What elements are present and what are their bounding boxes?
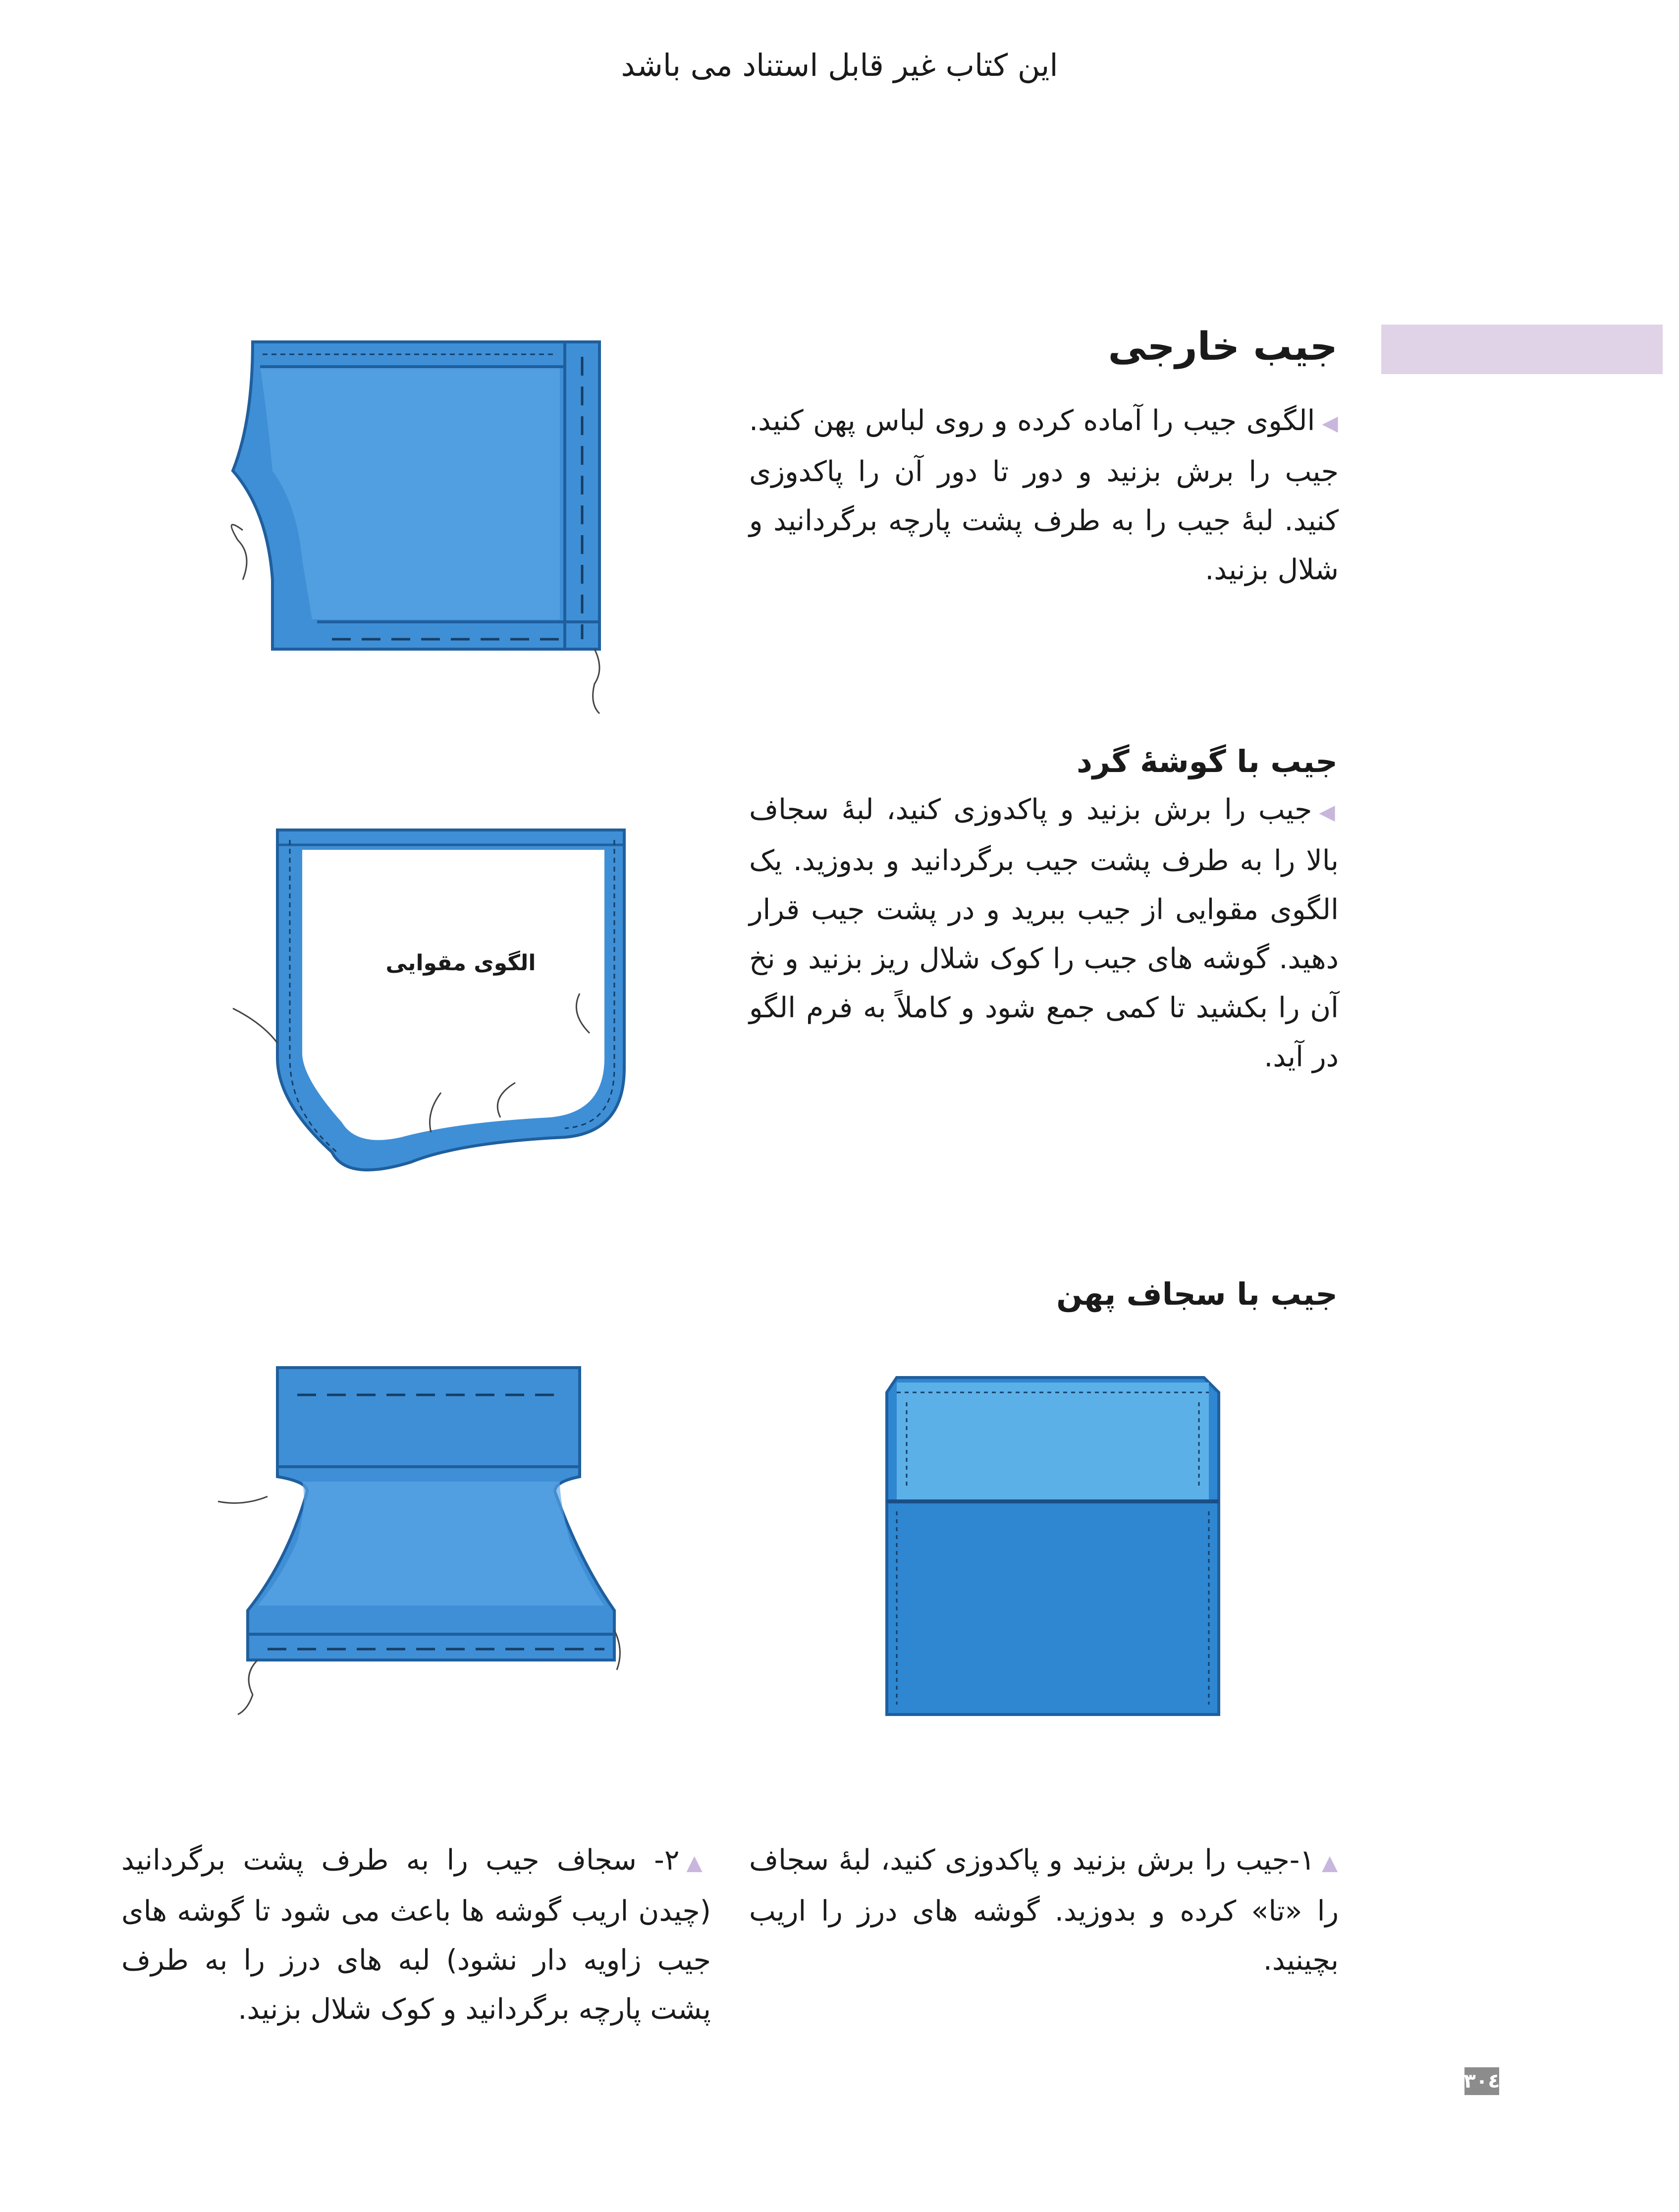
section-text-rounded-pocket: [749, 785, 1339, 1082]
paragraph-text: ۱-جیب را برش بزنید و پاکدوزی کنید، لبهٔ سجاف را «تا» کرده و بدوزید. گوشه های درز را اریب بچینید.: [749, 1844, 1339, 1977]
paragraph-text: الگوی جیب را آماده کرده و روی لباس پهن کنید. جیب را برش بزنید و دور تا دور آن را پاکدوزی کنید. لبهٔ جیب را به طرف پشت پارچه برگردانید و شلال بزنید.: [749, 404, 1339, 586]
step1-text: [749, 1836, 1339, 1985]
triangle-bullet-icon: ▲: [1322, 1850, 1339, 1875]
header-note: این کتاب غیر قابل استناد می باشد: [621, 47, 1058, 83]
triangle-bullet-icon: ▲: [686, 1850, 711, 1875]
triangle-bullet-icon: ◀: [1322, 411, 1339, 435]
section-title-wide-facing-pocket: جیب با سجاف پهن: [1056, 1276, 1338, 1312]
section-text-external-pocket: [749, 396, 1339, 595]
wide-facing-step2-figure: [213, 1353, 634, 1724]
external-pocket-figure: [213, 322, 624, 719]
wide-facing-step1-figure: [867, 1373, 1234, 1719]
page-number: ۳۰٤: [1464, 2067, 1499, 2095]
triangle-bullet-icon: ◀: [1319, 800, 1339, 824]
cardboard-template-label: الگوی مقوایی: [385, 950, 536, 976]
section-title-rounded-pocket: جیب با گوشهٔ گرد: [1077, 743, 1338, 779]
step2-text: [121, 1836, 711, 2034]
section-accent-bar: [1381, 325, 1663, 374]
rounded-pocket-figure: [223, 825, 644, 1182]
section-title-external-pocket: جیب خارجی: [1108, 325, 1338, 369]
paragraph-text: ۲- سجاف جیب را به طرف پشت برگردانید (چیدن اریب گوشه ها باعث می شود تا گوشه های جیب زاویه دار نشود) لبه های درز را به طرف پشت پارچه برگردانید و کوک شلال بزنید.: [121, 1844, 711, 2026]
paragraph-text: جیب را برش بزنید و پاکدوزی کنید، لبهٔ سجاف بالا را به طرف پشت جیب برگردانید و بدوزید. یک الگوی مقوایی از جیب ببرید و در پشت جیب قرار دهید. گوشه های جیب را کوک شلال ریز بزنید و نخ آن را بکشید تا کمی جمع شود و کاملاً به فرم الگو در آید.: [749, 793, 1339, 1073]
